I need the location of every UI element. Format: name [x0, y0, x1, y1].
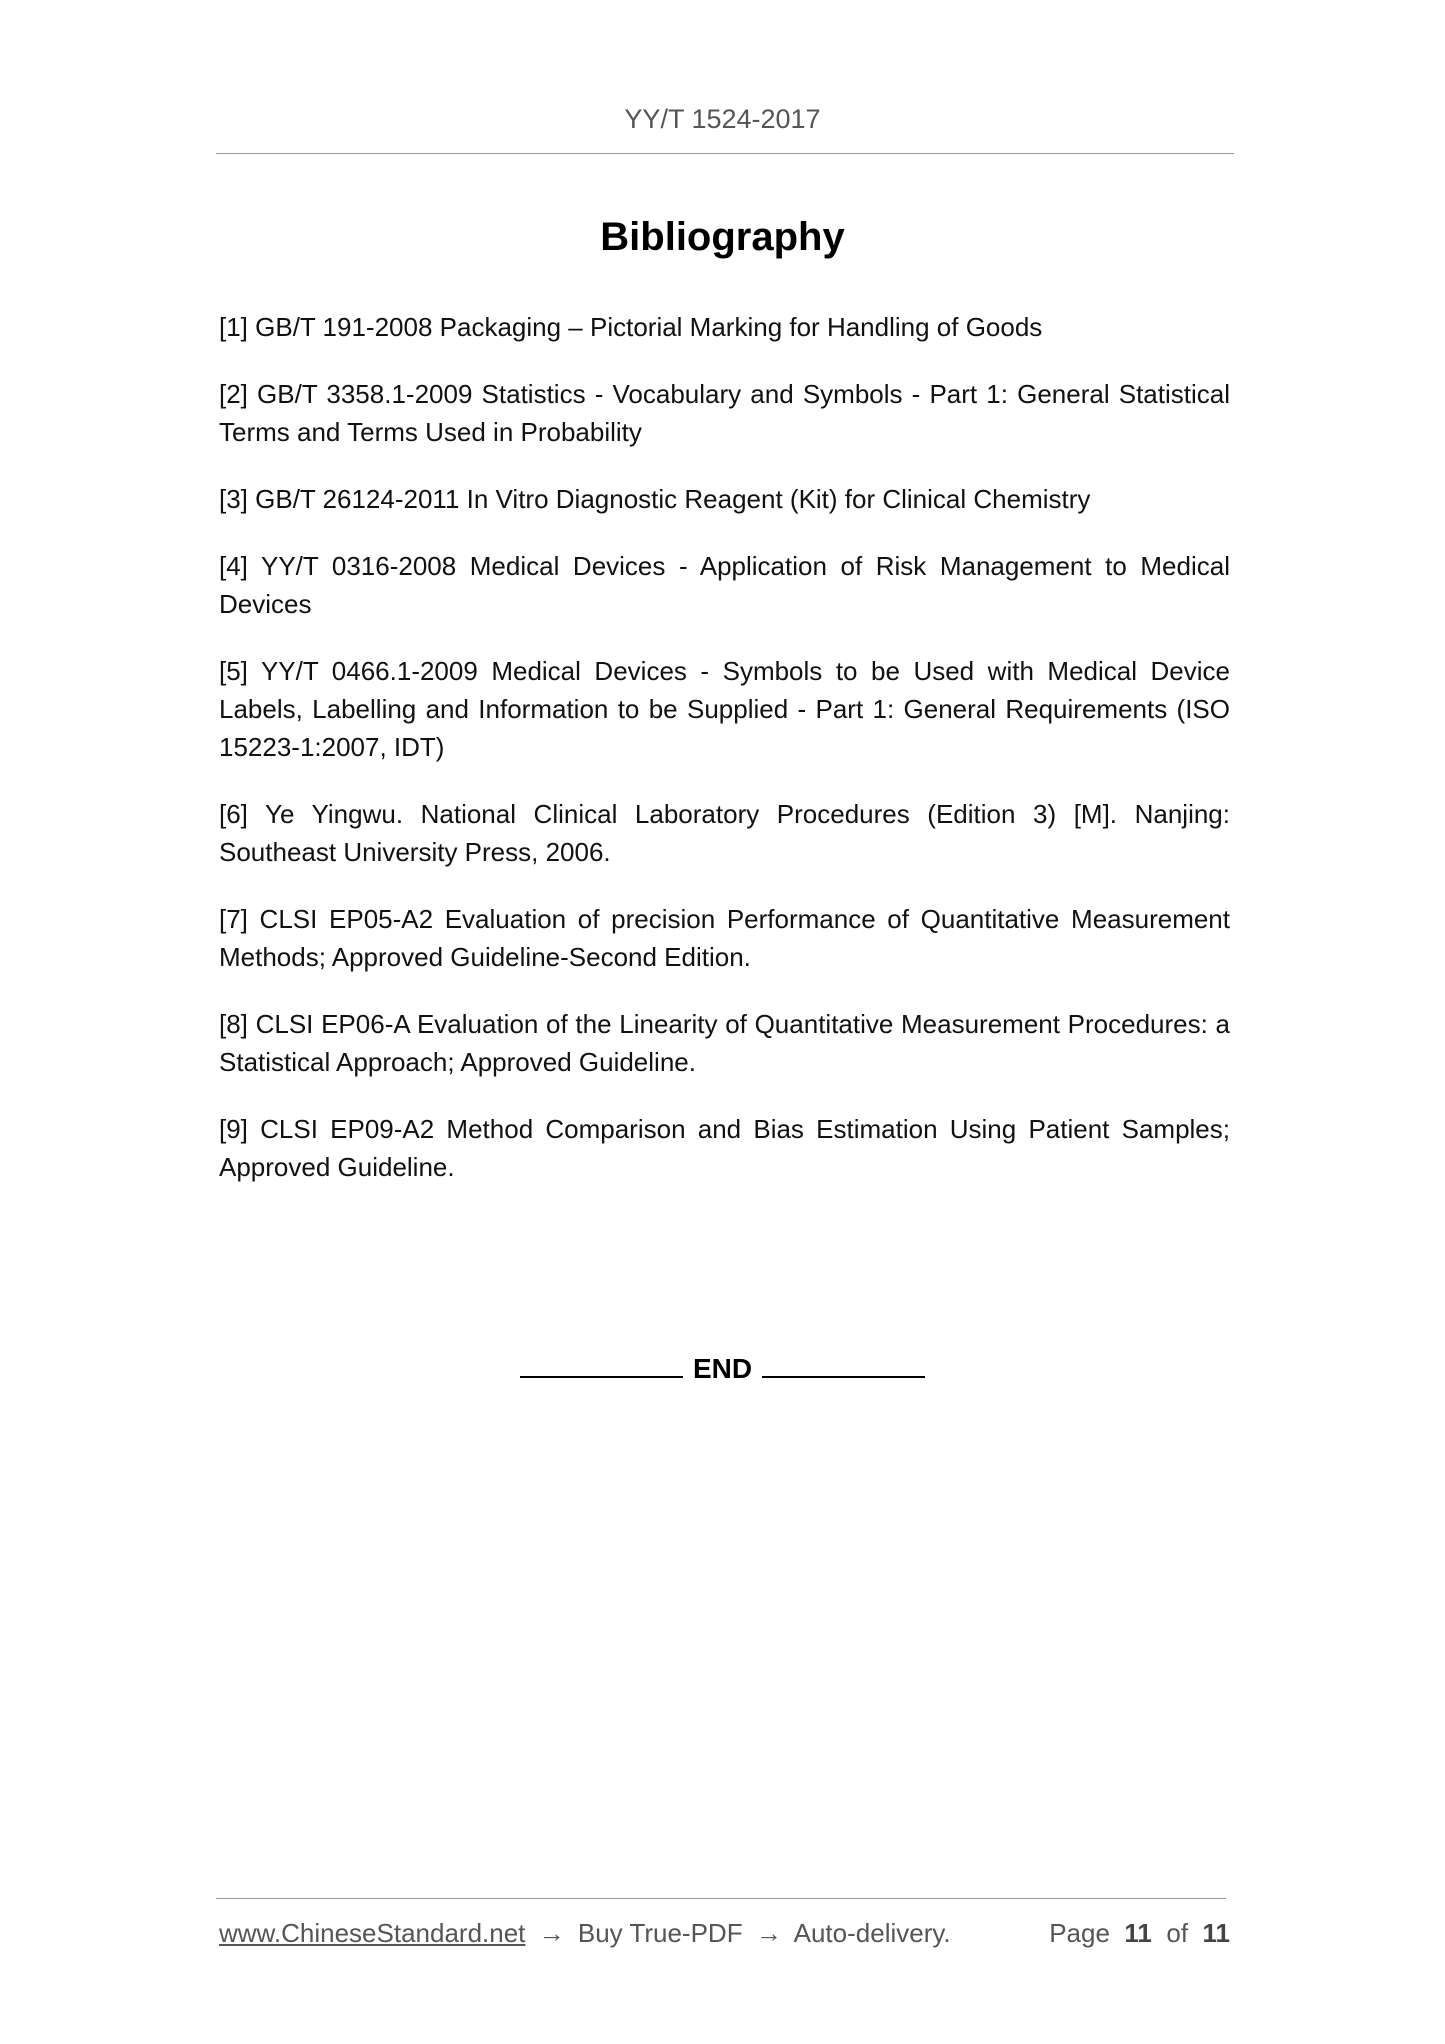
page-title: Bibliography [600, 215, 845, 259]
arrow-right-icon: → [755, 1918, 782, 1948]
reference-item-1: [1] GB/T 191-2008 Packaging – Pictorial Marking for Handling of Goods [219, 312, 1043, 342]
page-total: 11 [1202, 1918, 1230, 1948]
reference-item-2: [2] GB/T 3358.1-2009 Statistics - Vocabulary and Symbols - Part 1: General Statistical Terms and Terms Used in Probability [219, 379, 1230, 447]
end-text: END [692, 1353, 753, 1384]
document-code-header: YY/T 1524-2017 [624, 104, 821, 134]
header-divider [216, 153, 1234, 154]
reference-list [219, 308, 1230, 1215]
footer-step-delivery: Auto-delivery. [793, 1918, 951, 1948]
reference-item-4: [4] YY/T 0316-2008 Medical Devices - Application of Risk Management to Medical Devices [219, 551, 1230, 619]
end-marker [0, 1346, 1445, 1385]
reference-item-6: [6] Ye Yingwu. National Clinical Laboratory Procedures (Edition 3) [M]. Nanjing: Southeast University Press, 2006. [219, 799, 1230, 867]
page-footer [219, 1918, 1230, 1958]
reference-item-8: [8] CLSI EP06-A Evaluation of the Linearity of Quantitative Measurement Procedures: a Statistical Approach; Approved Guideline. [219, 1009, 1230, 1077]
page-number [1049, 1918, 1230, 1949]
page-current: 11 [1124, 1918, 1152, 1948]
end-rule-left [520, 1346, 683, 1378]
end-rule-right [762, 1346, 925, 1378]
arrow-right-icon: → [538, 1918, 565, 1948]
reference-item-5: [5] YY/T 0466.1-2009 Medical Devices - Symbols to be Used with Medical Device Labels, Labelling and Information to be Supplied - Part 1: General Requirements (ISO 15223-1:2007, IDT) [219, 656, 1230, 762]
of-label: of [1166, 1918, 1189, 1948]
reference-item-7: [7] CLSI EP05-A2 Evaluation of precision Performance of Quantitative Measurement Methods; Approved Guideline-Second Edition. [219, 904, 1230, 972]
footer-step-buy: Buy True-PDF [577, 1918, 743, 1948]
page-label: Page [1049, 1918, 1110, 1948]
reference-item-9: [9] CLSI EP09-A2 Method Comparison and Bias Estimation Using Patient Samples; Approved Guideline. [219, 1114, 1230, 1182]
footer-promo [219, 1918, 951, 1949]
website-link[interactable]: www.ChineseStandard.net [219, 1918, 526, 1948]
reference-item-3: [3] GB/T 26124-2011 In Vitro Diagnostic Reagent (Kit) for Clinical Chemistry [219, 484, 1091, 514]
footer-divider [216, 1898, 1226, 1899]
